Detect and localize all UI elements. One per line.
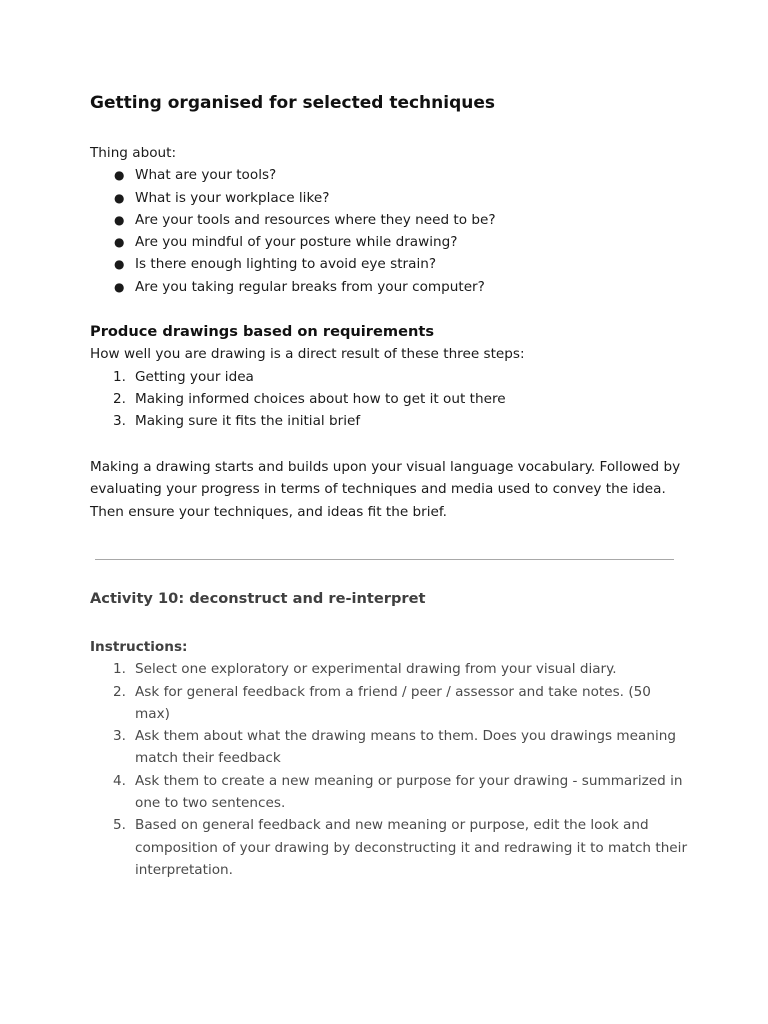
list-item [90,164,690,186]
list-item [90,209,690,231]
bullet-icon: ● [114,168,125,183]
bullet-icon: ● [114,235,125,250]
section-organised-body [90,142,690,298]
list-item-text: Ask for general feedback from a friend / peer / assessor and take notes. (50 max) [135,683,651,722]
list-item [90,770,690,815]
number-marker: 5. [113,817,126,834]
section-divider [95,559,674,560]
list-item [90,366,690,388]
number-marker: 4. [113,772,126,789]
section-title-produce: Produce drawings based on requirements [90,323,435,340]
instructions-label: Instructions: [90,639,188,655]
number-marker: 3. [113,728,126,745]
list-item [90,681,690,726]
bullet-icon: ● [114,257,125,272]
instructions-list [90,658,690,881]
number-marker: 2. [113,683,126,700]
number-marker: 1. [113,368,126,385]
checklist [90,164,690,298]
list-item-text: Are your tools and resources where they need to be? [135,211,496,228]
list-item-text: What are your tools? [135,167,277,184]
list-item-text: Is there enough lighting to avoid eye strain? [135,256,437,273]
list-item-text: What is your workplace like? [135,189,330,206]
list-item-text: Making informed choices about how to get it out there [135,390,506,407]
number-marker: 2. [113,390,126,407]
number-marker: 1. [113,661,126,678]
list-item-text: Are you mindful of your posture while drawing? [135,234,458,251]
list-item-text: Getting your idea [135,368,254,385]
activity-instructions [90,636,690,881]
list-item [90,658,690,680]
steps-intro: How well you are drawing is a direct result of these three steps: [90,346,525,363]
list-item [90,276,690,298]
list-item [90,231,690,253]
list-item [90,814,690,881]
list-item [90,410,690,432]
list-item-text: Making sure it fits the initial brief [135,413,361,430]
list-item [90,253,690,275]
activity-title: Activity 10: deconstruct and re-interpret [90,590,426,607]
list-item-text: Ask them to create a new meaning or purpose for your drawing - summarized in one to two sentences. [135,772,683,812]
section-produce-drawings [90,321,690,432]
list-item-text: Select one exploratory or experimental drawing from your visual diary. [135,661,617,678]
list-item-text: Are you taking regular breaks from your computer? [135,278,485,295]
list-item [90,187,690,209]
list-item-text: Ask them about what the drawing means to them. Does you drawings meaning match their feedback [135,728,676,767]
section-title-organised: Getting organised for selected techniques [90,93,496,113]
list-item-text: Based on general feedback and new meaning or purpose, edit the look and composition of your drawing by deconstructing it and redrawing it to match their interpretation. [135,817,688,878]
list-item [90,388,690,410]
drawing-process-paragraph: Making a drawing starts and builds upon your visual language vocabulary. Followed by evaluating your progress in terms of techniques and media used to convey the idea. Then ensure your techniques, and ideas fit the brief. [90,459,681,520]
thing-about-label: Thing about: [90,145,177,161]
number-marker: 3. [113,413,126,430]
bullet-icon: ● [114,212,125,227]
steps-list [90,366,690,433]
bullet-icon: ● [114,190,125,205]
bullet-icon: ● [114,279,125,294]
list-item [90,725,690,770]
